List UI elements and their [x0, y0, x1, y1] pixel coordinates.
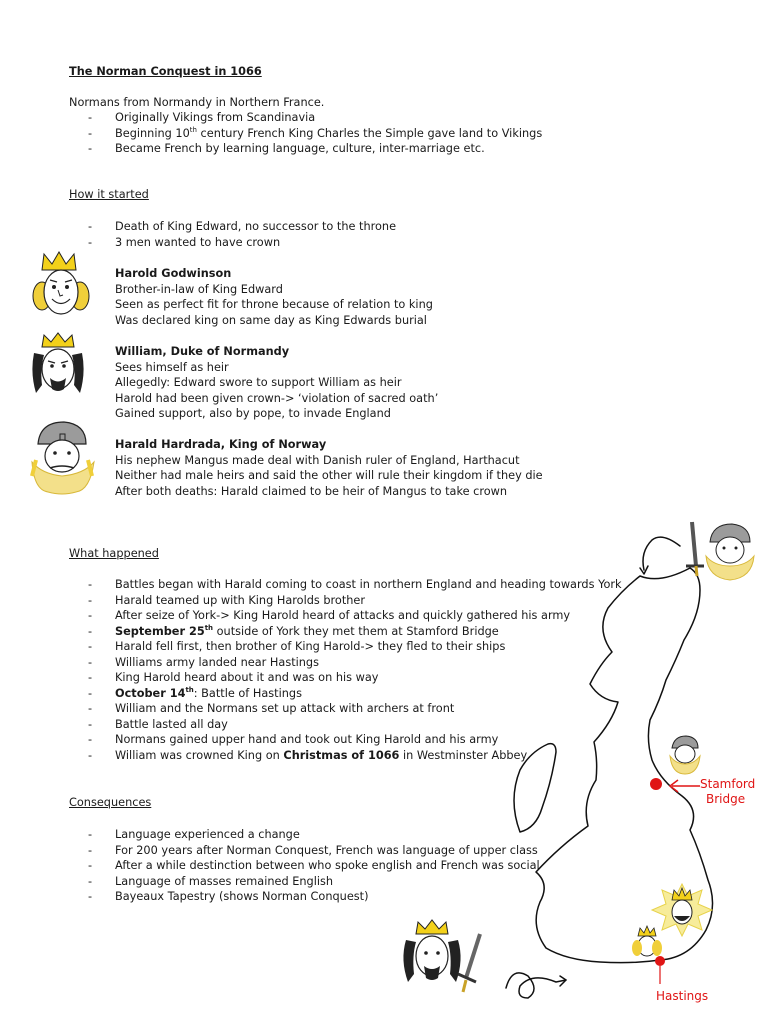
harold-portrait-icon: [33, 252, 89, 314]
section-heading-how-it-started: How it started: [69, 188, 149, 201]
list-item: - Normans gained upper hand and took out King Harold and his army: [88, 732, 622, 748]
contender-line: Was declared king on same day as King Edwards burial: [115, 313, 427, 327]
list-item: - Became French by learning language, culture, inter-marriage etc.: [88, 141, 542, 157]
contender-line: Sees himself as heir: [115, 360, 229, 374]
list-item: - Battle lasted all day: [88, 717, 622, 733]
list-item: - Harald fell first, then brother of King Harold-> they fled to their ships: [88, 639, 622, 655]
list-item: - 3 men wanted to have crown: [88, 235, 396, 251]
harold-small-icon: [632, 926, 662, 956]
contender-line: Harold had been given crown-> ‘violation of sacred oath’: [115, 391, 439, 405]
contender-name: Harold Godwinson: [115, 267, 232, 280]
section-heading-consequences: Consequences: [69, 796, 152, 809]
section-heading-what-happened: What happened: [69, 547, 159, 560]
sword-icon: [458, 934, 480, 992]
harald-portrait-icon: [32, 422, 94, 494]
stamford-bridge-marker: [650, 778, 662, 790]
harald-map-icon: [706, 524, 754, 580]
list-item: - September 25th outside of York they met them at Stamford Bridge: [88, 624, 622, 640]
stamford-arrow-icon: [670, 780, 700, 792]
contender-line: Brother-in-law of King Edward: [115, 282, 283, 296]
list-item: - After a while destinction between who spoke english and French was social: [88, 858, 540, 874]
intro-text: Normans from Normandy in Northern France.: [69, 96, 325, 109]
list-item: - After seize of York-> King Harold heard of attacks and quickly gathered his army: [88, 608, 622, 624]
hastings-label: Hastings: [656, 989, 709, 1003]
list-item: - William and the Normans set up attack with archers at front: [88, 701, 622, 717]
list-item: - Originally Vikings from Scandinavia: [88, 110, 542, 126]
contender-name: William, Duke of Normandy: [115, 345, 290, 358]
list-item: - Death of King Edward, no successor to the throne: [88, 219, 396, 235]
list-item: - For 200 years after Norman Conquest, French was language of upper class: [88, 843, 540, 859]
list-item: - Bayeaux Tapestry (shows Norman Conquest): [88, 889, 540, 905]
list-item: - William was crowned King on Christmas of 1066 in Westminster Abbey: [88, 748, 622, 764]
contender-line: Allegedly: Edward swore to support William as heir: [115, 376, 402, 389]
harald-small-icon: [670, 736, 700, 774]
page-title: The Norman Conquest in 1066: [69, 65, 262, 78]
list-item: - Beginning 10th century French King Charles the Simple gave land to Vikings: [88, 126, 542, 142]
list-item: - Language of masses remained English: [88, 874, 540, 890]
list-item: - King Harold heard about it and was on his way: [88, 670, 622, 686]
list-item: - Language experienced a change: [88, 827, 540, 843]
stamford-label-1: Stamford: [700, 777, 756, 791]
stamford-label-2: Bridge: [706, 792, 746, 806]
list-item: - Battles began with Harald coming to coast in northern England and heading towards York: [88, 577, 622, 593]
hastings-marker: [655, 956, 665, 966]
contender-line: Gained support, also by pope, to invade England: [115, 407, 391, 420]
william-burst-icon: [652, 884, 712, 936]
william-portrait-icon: [32, 333, 83, 393]
contender-line: Neither had male heirs and said the other will rule their kingdom if they die: [115, 469, 543, 482]
william-map-icon: [403, 920, 460, 982]
list-item: - October 14th: Battle of Hastings: [88, 686, 622, 702]
list-item: - Harald teamed up with King Harolds brother: [88, 593, 622, 609]
contender-line: His nephew Mangus made deal with Danish ruler of England, Harthacut: [115, 453, 520, 467]
contender-name: Harald Hardrada, King of Norway: [115, 438, 327, 451]
contender-line: After both deaths: Harald claimed to be heir of Mangus to take crown: [115, 484, 508, 498]
contender-line: Seen as perfect fit for throne because of relation to king: [115, 298, 433, 311]
list-item: - Williams army landed near Hastings: [88, 655, 622, 671]
